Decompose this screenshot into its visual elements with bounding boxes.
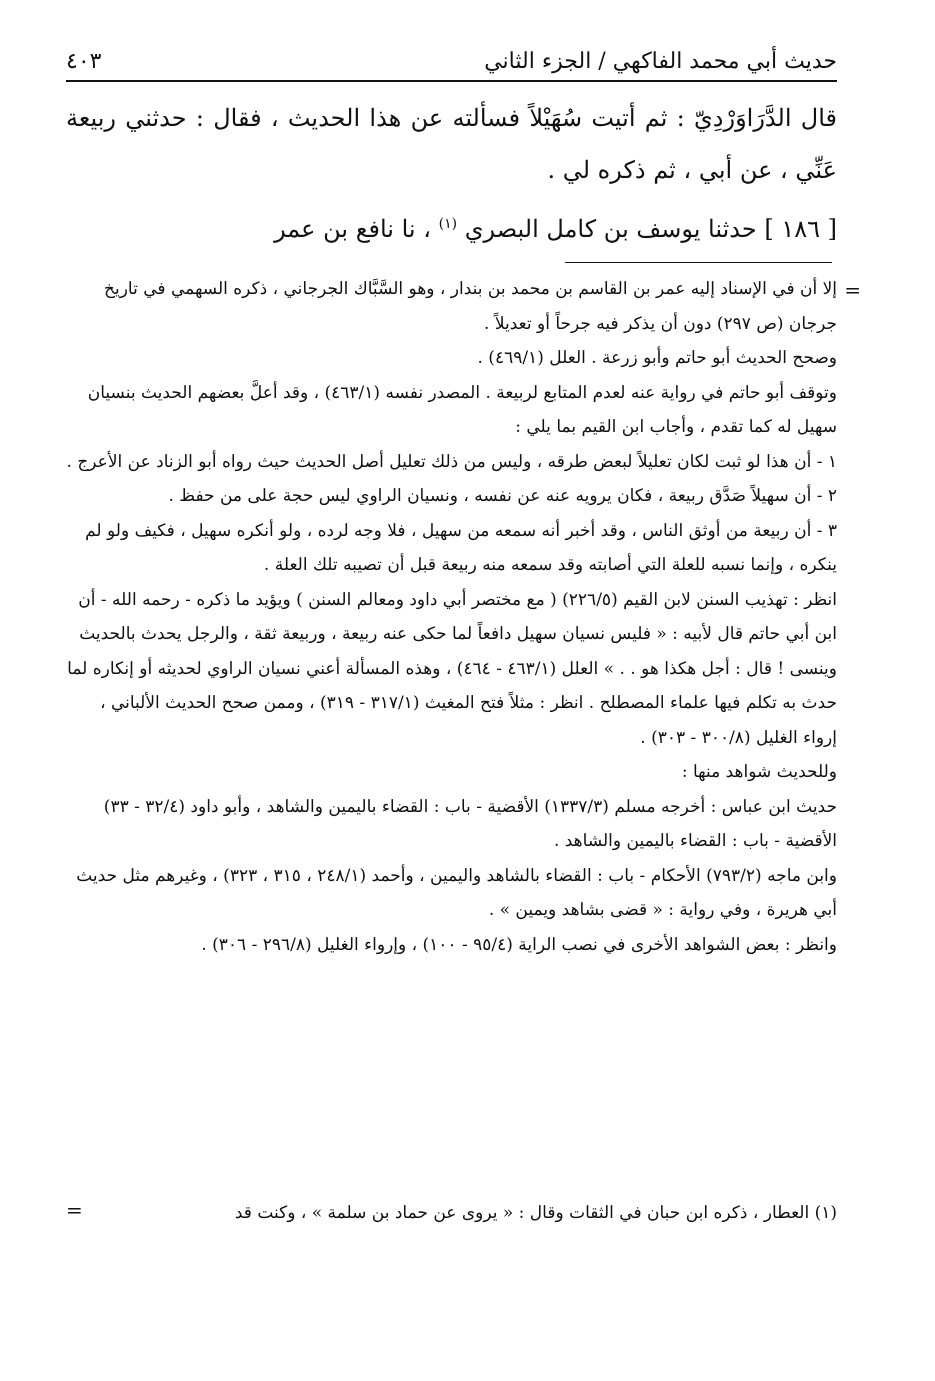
note-line: وابن ماجه (٧٩٣/٢) الأحكام - باب : القضاء بالشاهد واليمين ، وأحمد (٢٤٨/١ ، ٣١٥ ، ٣٢٣) ، وغيرهم مثل حديث أبي هريرة ، وفي رواية : « قضى بشاهد ويمين » . bbox=[76, 865, 837, 920]
running-title: حديث أبي محمد الفاكهي / الجزء الثاني bbox=[484, 49, 837, 74]
note-line: انظر : تهذيب السنن لابن القيم (٢٢٦/٥) ( مع مختصر أبي داود ومعالم السنن ) ويؤيد ما ذكره - رحمه الله - أن ابن أبي حاتم قال لأبيه : « فليس نسيان سهيل دافعاً لما حكى عنه ربيعة ، وربيعة ثقة ، والرجل يحدث بالحديث وينسى ! قال : أجل هكذا هو . . » العلل (٤٦٣/١ - ٤٦٤) ، وهذه المسألة أعني نسيان الراوي لحديثه أو إنكاره لما حدث به تكلم فيها علماء المصطلح . انظر : مثلاً فتح المغيث (٣١٧/١ - ٣١٩) ، وممن صحح الحديث الألباني ، إرواء الغليل (٣٠٠/٨ - ٣٠٣) . bbox=[67, 589, 837, 748]
hadith-186-text: [ ١٨٦ ] حدثنا يوسف بن كامل البصري bbox=[464, 215, 837, 243]
footnote-ref-1: (١) bbox=[438, 216, 458, 232]
note-line: ١ - أن هذا لو ثبت لكان تعليلاً لبعض طرقه ، وليس من ذلك تعليل أصل الحديث حيث رواه أبو الزناد عن الأعرج . bbox=[66, 451, 837, 472]
main-paragraph-1: قال الدَّرَاوَرْدِيّ : ثم أتيت سُهَيْلاً فسألته عن هذا الحديث ، فقال : حدثني ربيعة عَنِّي ، عن أبي ، ثم ذكره لي . bbox=[66, 104, 837, 184]
footnote-separator bbox=[565, 262, 832, 263]
main-paragraph-hadith-186 bbox=[66, 198, 837, 255]
footnote-1: (١) العطار ، ذكره ابن حبان في الثقات وقال : « يروى عن حماد بن سلمة » ، وكنت قد bbox=[234, 1203, 837, 1223]
note-line: ٣ - أن ربيعة من أوثق الناس ، وقد أخبر أنه سمعه من سهيل ، فلا وجه لرده ، ولو أنكره سهيل ، فكيف ولو لم ينكره ، وإنما نسبه للعلة التي أصابته وقد سمعه منه ربيعة قبل أن تصيبه تلك العلة . bbox=[85, 520, 837, 575]
note-line: وانظر : بعض الشواهد الأخرى في نصب الراية (٩٥/٤ - ١٠٠) ، وإرواء الغليل (٢٩٦/٨ - ٣٠٦) . bbox=[201, 934, 837, 955]
note-line: حديث ابن عباس : أخرجه مسلم (١٣٣٧/٣) الأقضية - باب : القضاء باليمين والشاهد ، وأبو داود (٣٢/٤ - ٣٣) الأقضية - باب : القضاء باليمين والشاهد . bbox=[103, 796, 837, 851]
hadith-186-tail: ، نا نافع بن عمر bbox=[274, 215, 431, 243]
note-line: إلا أن في الإسناد إليه عمر بن القاسم بن محمد بن بندار ، وهو السَّبَّاك الجرجاني ، ذكره السهمي في تاريخ جرجان (ص ٢٩٧) دون أن يذكر فيه جرحاً أو تعديلاً . bbox=[104, 279, 837, 334]
page-number: ٤٠٣ bbox=[66, 49, 102, 74]
note-line: وصحح الحديث أبو حاتم وأبو زرعة . العلل (٤٦٩/١) . bbox=[477, 348, 837, 368]
header-rule bbox=[66, 80, 837, 82]
note-line: وتوقف أبو حاتم في رواية عنه لعدم المتابع لربيعة . المصدر نفسه (٤٦٣/١) ، وقد أعلَّ بعضهم الحديث بنسيان سهيل له كما تقدم ، وأجاب ابن القيم بما يلي : bbox=[87, 382, 837, 437]
note-line: وللحديث شواهد منها : bbox=[681, 762, 837, 782]
main-text bbox=[66, 92, 837, 255]
footnote-1-continuation-mark: = bbox=[66, 1198, 83, 1222]
running-header bbox=[66, 40, 837, 74]
footnotes bbox=[66, 272, 837, 962]
continuation-mark: = bbox=[844, 278, 861, 302]
note-line: ٢ - أن سهيلاً صَدَّق ربيعة ، فكان يرويه عنه عن نفسه ، ونسيان الراوي ليس حجة على من حفظ . bbox=[168, 486, 837, 506]
